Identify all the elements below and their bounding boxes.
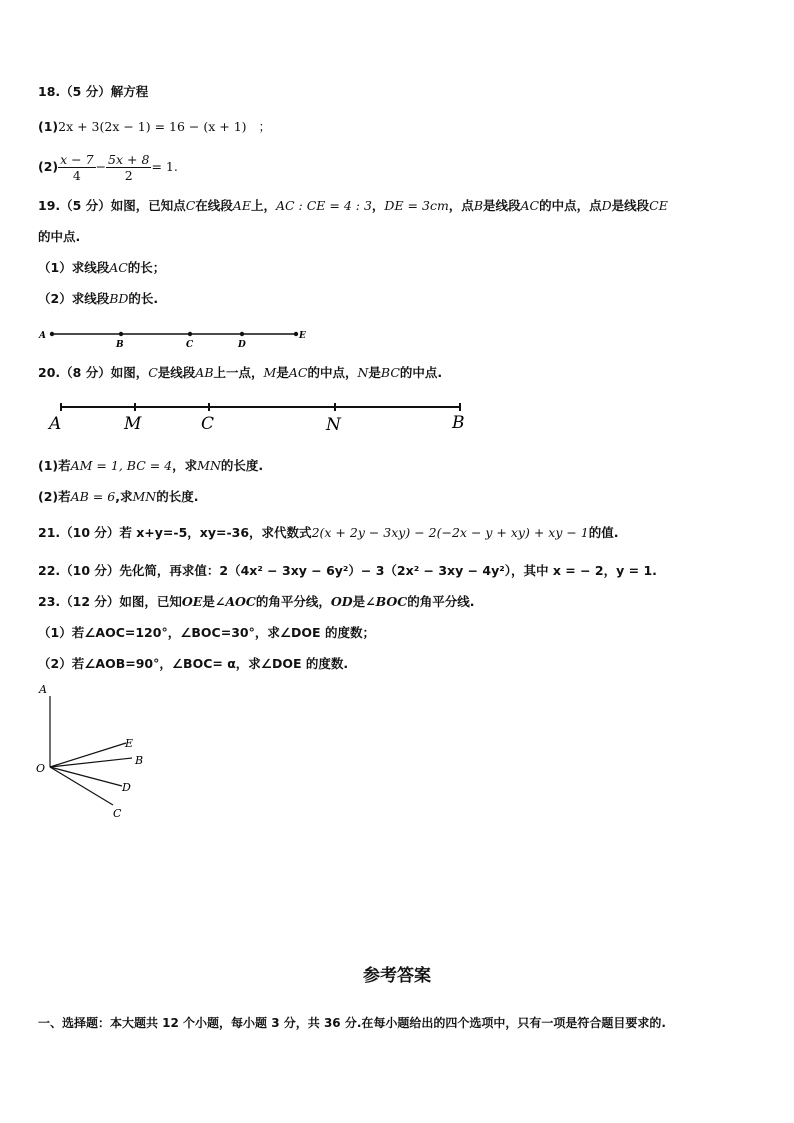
q19-ratio: AC : CE = 4 : 3 — [275, 198, 372, 213]
q20-label-c: C — [201, 414, 215, 434]
q18-frac1-num: x − 7 — [60, 152, 94, 167]
q20-text-c: 上一点， — [213, 365, 264, 380]
q19-text-e: 是线段 — [483, 198, 521, 213]
q23-label-e: E — [125, 737, 134, 750]
q19-comma: ， — [371, 198, 385, 213]
q19-sub1-seg: AC — [109, 260, 128, 275]
q18-p2-label: (2) — [38, 159, 59, 174]
q23-label-a: A — [39, 683, 47, 696]
q19-text-f: 的中点，点 — [539, 198, 602, 213]
q20-sub2-c: 的长度. — [156, 489, 199, 504]
q21-line — [38, 525, 619, 541]
q20-sub1-c: 的长度. — [220, 458, 264, 473]
q20-text-e: 的中点， — [307, 365, 358, 380]
q18-p1-label: (1) — [38, 119, 59, 134]
q18-part1 — [38, 119, 271, 135]
q23-sub1: （1）若∠AOC=120°，∠BOC=30°，求∠DOE 的度数； — [38, 625, 375, 640]
q21-expression: 2(x + 2y − 3xy) − 2(−2x − y + xy) + xy − 1 — [311, 525, 589, 540]
q19-seg-ce: CE — [649, 198, 668, 213]
q19-label-a: A — [39, 331, 46, 341]
q18-fraction-1 — [58, 152, 95, 183]
q23-text-d: 是 — [352, 594, 366, 609]
q19-dot-e — [294, 332, 298, 336]
q20-sub1 — [38, 458, 263, 474]
q19-point-c: C — [185, 198, 196, 213]
q19-dot-b — [119, 332, 123, 336]
q20-sub1-b: ，求 — [172, 458, 198, 473]
q19-dot-d — [240, 332, 244, 336]
q23-ray-oe: OE — [181, 594, 203, 609]
q18-frac1-den: 4 — [72, 168, 81, 183]
q19-dot-c — [188, 332, 192, 336]
q20-segment-figure — [40, 398, 480, 438]
q19-text-a: 19.（5 分）如图，已知点 — [38, 198, 186, 213]
q19-sub1 — [38, 260, 165, 276]
q19-line2: 的中点. — [38, 229, 81, 244]
q18-part2 — [38, 151, 178, 183]
q23-angle-boc: ∠BOC — [365, 594, 408, 609]
q21-text-a: 21.（10 分）若 x+y=-5，xy=-36，求代数式 — [38, 525, 312, 540]
q20-sub1-given: AM = 1, BC = 4 — [70, 458, 173, 473]
q20-label-m: M — [124, 414, 142, 434]
q20-seg-bc: BC — [380, 365, 400, 380]
q18-title: 18.（5 分）解方程 — [38, 84, 149, 99]
q23-text-e: 的角平分线. — [407, 594, 475, 609]
q18-p2-end: = 1. — [151, 159, 178, 174]
q20-text-d: 是 — [276, 365, 289, 380]
q21-text-b: 的值. — [588, 525, 619, 540]
q19-text-d: ，点 — [448, 198, 474, 213]
q19-label-d: D — [238, 340, 246, 350]
q23-ray-oc-line — [50, 767, 113, 805]
answers-heading: 参考答案 — [363, 966, 431, 986]
q23-label-b: B — [135, 754, 144, 767]
q20-label-b: B — [452, 413, 465, 433]
q23-angle-figure — [30, 680, 170, 830]
q19-label-b: B — [116, 340, 124, 350]
q19-segment-figure — [36, 326, 326, 350]
q20-seg-ac: AC — [288, 365, 308, 380]
q20-text-g: 的中点. — [399, 365, 443, 380]
q19-label-e: E — [299, 331, 306, 341]
q19-label-c: C — [186, 340, 194, 350]
q18-frac2-den: 2 — [124, 168, 133, 183]
q19-sub2-seg: BD — [109, 291, 129, 306]
q19-sub1-a: （1）求线段 — [38, 260, 110, 275]
q20-point-c: C — [148, 365, 158, 380]
q20-label-a: A — [49, 414, 62, 434]
q20-sub1-a: (1)若 — [38, 458, 71, 473]
q20-label-n: N — [326, 415, 341, 435]
q20-text-f: 是 — [368, 365, 381, 380]
q18-frac2-num: 5x + 8 — [108, 152, 150, 167]
q19-sub2-a: （2）求线段 — [38, 291, 110, 306]
q19-sub2 — [38, 291, 158, 307]
q19-sub2-b: 的长. — [128, 291, 159, 306]
q20-line — [38, 365, 442, 381]
q23-angle-aoc: ∠AOC — [214, 594, 256, 609]
q19-line1 — [38, 198, 668, 214]
q20-text-b: 是线段 — [157, 365, 196, 380]
q19-dot-a — [50, 332, 54, 336]
q20-sub2-b: ,求 — [115, 489, 133, 504]
q22-line: 22.（10 分）先化简，再求值：2（4x² − 3xy − 6y²）− 3（2x² − 3xy − 4y²），其中 x = − 2，y = 1. — [38, 563, 657, 578]
q18-minus: − — [95, 159, 107, 174]
q23-label-c: C — [113, 807, 122, 820]
q19-text-c: 上， — [250, 198, 276, 213]
q20-sub2 — [38, 489, 198, 505]
q23-ray-od-line — [50, 767, 122, 786]
q19-sub1-b: 的长； — [127, 260, 166, 275]
q23-text-a: 23.（12 分）如图，已知 — [38, 594, 182, 609]
q23-text-b: 是 — [202, 594, 215, 609]
answers-section-1: 一、选择题：本大题共 12 个小题，每小题 3 分，共 36 分.在每小题给出的四个选项中，只有一项是符合题目要求的. — [38, 1016, 666, 1030]
q23-ray-od: OD — [330, 594, 353, 609]
q19-point-d: D — [601, 198, 612, 213]
q20-sub2-a: (2)若 — [38, 489, 71, 504]
q20-sub1-mn: MN — [197, 458, 221, 473]
q18-fraction-2 — [106, 152, 151, 183]
q19-point-b: B — [473, 198, 483, 213]
q19-seg-ae: AE — [232, 198, 251, 213]
q19-de: DE = 3cm — [384, 198, 449, 213]
q20-text-a: 20.（8 分）如图， — [38, 365, 149, 380]
q23-text-c: 的角平分线， — [255, 594, 331, 609]
q20-sub2-given: AB = 6 — [70, 489, 116, 504]
q23-label-o: O — [36, 762, 46, 775]
q18-p1-end: ； — [258, 119, 271, 134]
q23-label-d: D — [122, 781, 131, 794]
q18-p1-equation: 2x + 3(2x − 1) = 16 − (x + 1) — [58, 119, 247, 134]
q19-text-g: 是线段 — [611, 198, 650, 213]
q20-point-n: N — [357, 365, 369, 380]
q20-sub2-mn: MN — [132, 489, 157, 504]
q23-line1 — [38, 594, 474, 610]
q19-seg-ac: AC — [520, 198, 540, 213]
q19-text-b: 在线段 — [195, 198, 233, 213]
q23-sub2: （2）若∠AOB=90°，∠BOC= α，求∠DOE 的度数. — [38, 656, 349, 671]
q20-seg-ab: AB — [195, 365, 214, 380]
q20-point-m: M — [263, 365, 277, 380]
